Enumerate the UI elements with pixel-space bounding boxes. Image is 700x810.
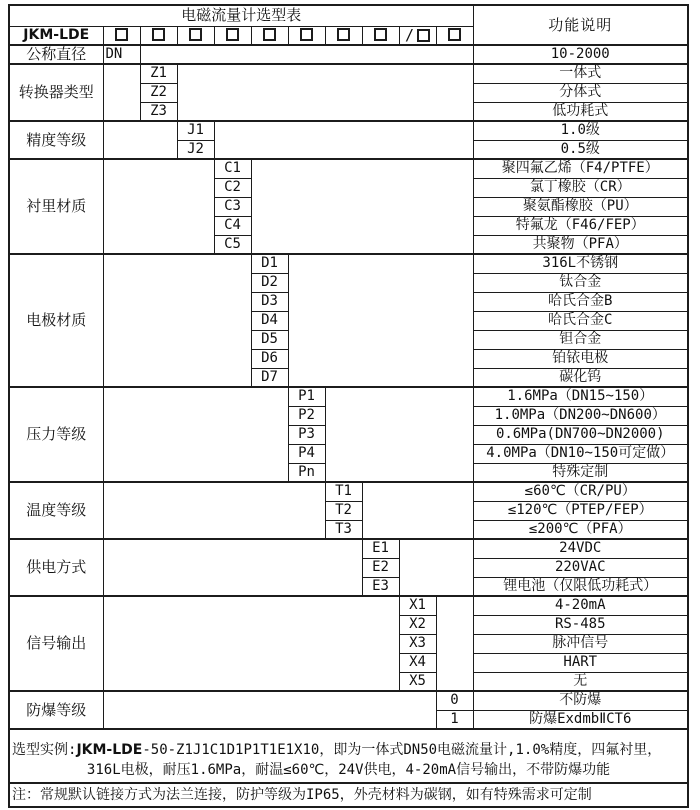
spacer-cell — [103, 254, 251, 387]
desc-x3: 脉冲信号 — [473, 634, 688, 653]
desc-d3: 哈氏合金B — [473, 292, 688, 311]
checkbox-icon — [189, 28, 202, 41]
desc-x2: RS-485 — [473, 615, 688, 634]
model-code-slot-x — [399, 26, 436, 45]
code-d1: D1 — [251, 254, 288, 273]
checkbox-icon — [417, 29, 430, 42]
spacer-cell — [103, 539, 362, 596]
model-code-slot-exd — [436, 26, 473, 45]
model-code-slot-c — [214, 26, 251, 45]
model-code-slot-dn — [103, 26, 140, 45]
desc-d1: 316L不锈钢 — [473, 254, 688, 273]
footnote: 注：常规默认链接方式为法兰连接，防护等级为IP65，外壳材料为碳钢，如有特殊需求可定制 — [9, 783, 688, 807]
desc-p1: 1.6MPa（DN15~150） — [473, 387, 688, 406]
spacer-cell — [251, 159, 473, 254]
desc-c2: 氯丁橡胶（CR） — [473, 178, 688, 197]
desc-z3: 低功耗式 — [473, 102, 688, 121]
desc-z1: 一体式 — [473, 64, 688, 83]
desc-d4: 哈氏合金C — [473, 311, 688, 330]
spacer-cell — [399, 539, 473, 596]
code-d4: D4 — [251, 311, 288, 330]
desc-c5: 共聚物（PFA） — [473, 235, 688, 254]
code-pn: Pn — [288, 463, 325, 482]
code-e1: E1 — [362, 539, 399, 558]
code-c5: C5 — [214, 235, 251, 254]
desc-z2: 分体式 — [473, 83, 688, 102]
code-z1: Z1 — [140, 64, 177, 83]
spacer-cell — [140, 45, 473, 64]
desc-x4: HART — [473, 653, 688, 672]
example-model: JKM-LDE — [76, 742, 143, 758]
checkbox-icon — [152, 28, 165, 41]
checkbox-icon — [448, 28, 461, 41]
desc-d7: 碳化钨 — [473, 368, 688, 387]
section-label-explosion-proof: 防爆等级 — [9, 691, 103, 729]
code-c3: C3 — [214, 197, 251, 216]
spacer-cell — [325, 387, 473, 482]
spacer-cell — [214, 121, 473, 159]
code-x3: X3 — [399, 634, 436, 653]
code-x4: X4 — [399, 653, 436, 672]
desc-e1: 24VDC — [473, 539, 688, 558]
code-e2: E2 — [362, 558, 399, 577]
code-z3: Z3 — [140, 102, 177, 121]
selection-example-line1 — [12, 740, 685, 760]
code-e3: E3 — [362, 577, 399, 596]
desc-t3: ≤200℃（PFA） — [473, 520, 688, 539]
desc-p2: 1.0MPa（DN200~DN600） — [473, 406, 688, 425]
selection-table — [8, 4, 689, 808]
section-label-temperature-grade: 温度等级 — [9, 482, 103, 539]
checkbox-icon — [374, 28, 387, 41]
code-c1: C1 — [214, 159, 251, 178]
model-code-slot-t — [325, 26, 362, 45]
model-code-slot-d — [251, 26, 288, 45]
desc-x1: 4-20mA — [473, 596, 688, 615]
section-label-signal-output: 信号输出 — [9, 596, 103, 691]
desc-pn: 特殊定制 — [473, 463, 688, 482]
spacer-cell — [103, 482, 325, 539]
desc-t2: ≤120℃（PTEP/FEP） — [473, 501, 688, 520]
desc-exd-0: 不防爆 — [473, 691, 688, 710]
spacer-cell — [103, 691, 436, 729]
desc-j1: 1.0级 — [473, 121, 688, 140]
desc-d6: 铂铱电极 — [473, 349, 688, 368]
selection-example — [9, 729, 688, 783]
code-p4: P4 — [288, 444, 325, 463]
code-d7: D7 — [251, 368, 288, 387]
desc-e3: 锂电池（仅限低功耗式） — [473, 577, 688, 596]
model-code-slot-j — [177, 26, 214, 45]
checkbox-icon — [300, 28, 313, 41]
desc-c1: 聚四氟乙烯（F4/PTFE） — [473, 159, 688, 178]
section-label-lining-material: 衬里材质 — [9, 159, 103, 254]
code-x2: X2 — [399, 615, 436, 634]
spacer-cell — [288, 254, 473, 387]
code-t2: T2 — [325, 501, 362, 520]
selection-example-line2: 316L电极，耐压1.6MPa，耐温≤60℃，24V供电，4-20mA信号输出，不带防爆功能 — [86, 762, 611, 778]
desc-p3: 0.6MPa(DN700~DN2000) — [473, 425, 688, 444]
code-c4: C4 — [214, 216, 251, 235]
section-label-electrode-material: 电极材质 — [9, 254, 103, 387]
slash-separator: / — [404, 26, 415, 44]
code-exd-0: 0 — [436, 691, 473, 710]
desc-c4: 特氟龙（F46/FEP） — [473, 216, 688, 235]
spacer-cell — [103, 159, 214, 254]
code-x5: X5 — [399, 672, 436, 691]
code-x1: X1 — [399, 596, 436, 615]
spacer-cell — [436, 596, 473, 691]
model-code-slot-z — [140, 26, 177, 45]
checkbox-icon — [226, 28, 239, 41]
spacer-cell — [177, 64, 473, 121]
code-dn: DN — [103, 45, 140, 64]
spacer-cell — [362, 482, 473, 539]
code-t3: T3 — [325, 520, 362, 539]
table-title: 电磁流量计选型表 — [9, 5, 473, 26]
model-prefix: JKM-LDE — [9, 26, 103, 45]
code-d2: D2 — [251, 273, 288, 292]
desc-dn: 10-2000 — [473, 45, 688, 64]
code-d5: D5 — [251, 330, 288, 349]
checkbox-icon — [263, 28, 276, 41]
spacer-cell — [103, 596, 399, 691]
section-label-power-supply: 供电方式 — [9, 539, 103, 596]
code-p3: P3 — [288, 425, 325, 444]
model-code-slot-p — [288, 26, 325, 45]
code-d3: D3 — [251, 292, 288, 311]
desc-j2: 0.5级 — [473, 140, 688, 159]
code-exd-1: 1 — [436, 710, 473, 729]
desc-t1: ≤60℃（CR/PU） — [473, 482, 688, 501]
example-prefix: 选型实例: — [12, 742, 77, 758]
code-t1: T1 — [325, 482, 362, 501]
desc-p4: 4.0MPa（DN10~150可定做） — [473, 444, 688, 463]
example-line1-rest: -50-Z1J1C1D1P1T1E1X10，即为一体式DN50电磁流量计,1.0%精度，四氟衬里， — [142, 742, 662, 758]
desc-d2: 钛合金 — [473, 273, 688, 292]
code-z2: Z2 — [140, 83, 177, 102]
section-label-nominal-diameter: 公称直径 — [9, 45, 103, 64]
code-d6: D6 — [251, 349, 288, 368]
spacer-cell — [103, 387, 288, 482]
spacer-cell — [103, 64, 140, 121]
checkbox-icon — [115, 28, 128, 41]
desc-exd-1: 防爆ExdmbⅡCT6 — [473, 710, 688, 729]
section-label-converter-type: 转换器类型 — [9, 64, 103, 121]
desc-x5: 无 — [473, 672, 688, 691]
code-p2: P2 — [288, 406, 325, 425]
desc-c3: 聚氨酯橡胶（PU） — [473, 197, 688, 216]
code-c2: C2 — [214, 178, 251, 197]
code-p1: P1 — [288, 387, 325, 406]
desc-e2: 220VAC — [473, 558, 688, 577]
checkbox-icon — [337, 28, 350, 41]
code-j2: J2 — [177, 140, 214, 159]
desc-d5: 钽合金 — [473, 330, 688, 349]
function-header: 功能说明 — [473, 5, 688, 45]
model-code-slot-e — [362, 26, 399, 45]
section-label-pressure-grade: 压力等级 — [9, 387, 103, 482]
code-j1: J1 — [177, 121, 214, 140]
section-label-accuracy-grade: 精度等级 — [9, 121, 103, 159]
spacer-cell — [103, 121, 177, 159]
